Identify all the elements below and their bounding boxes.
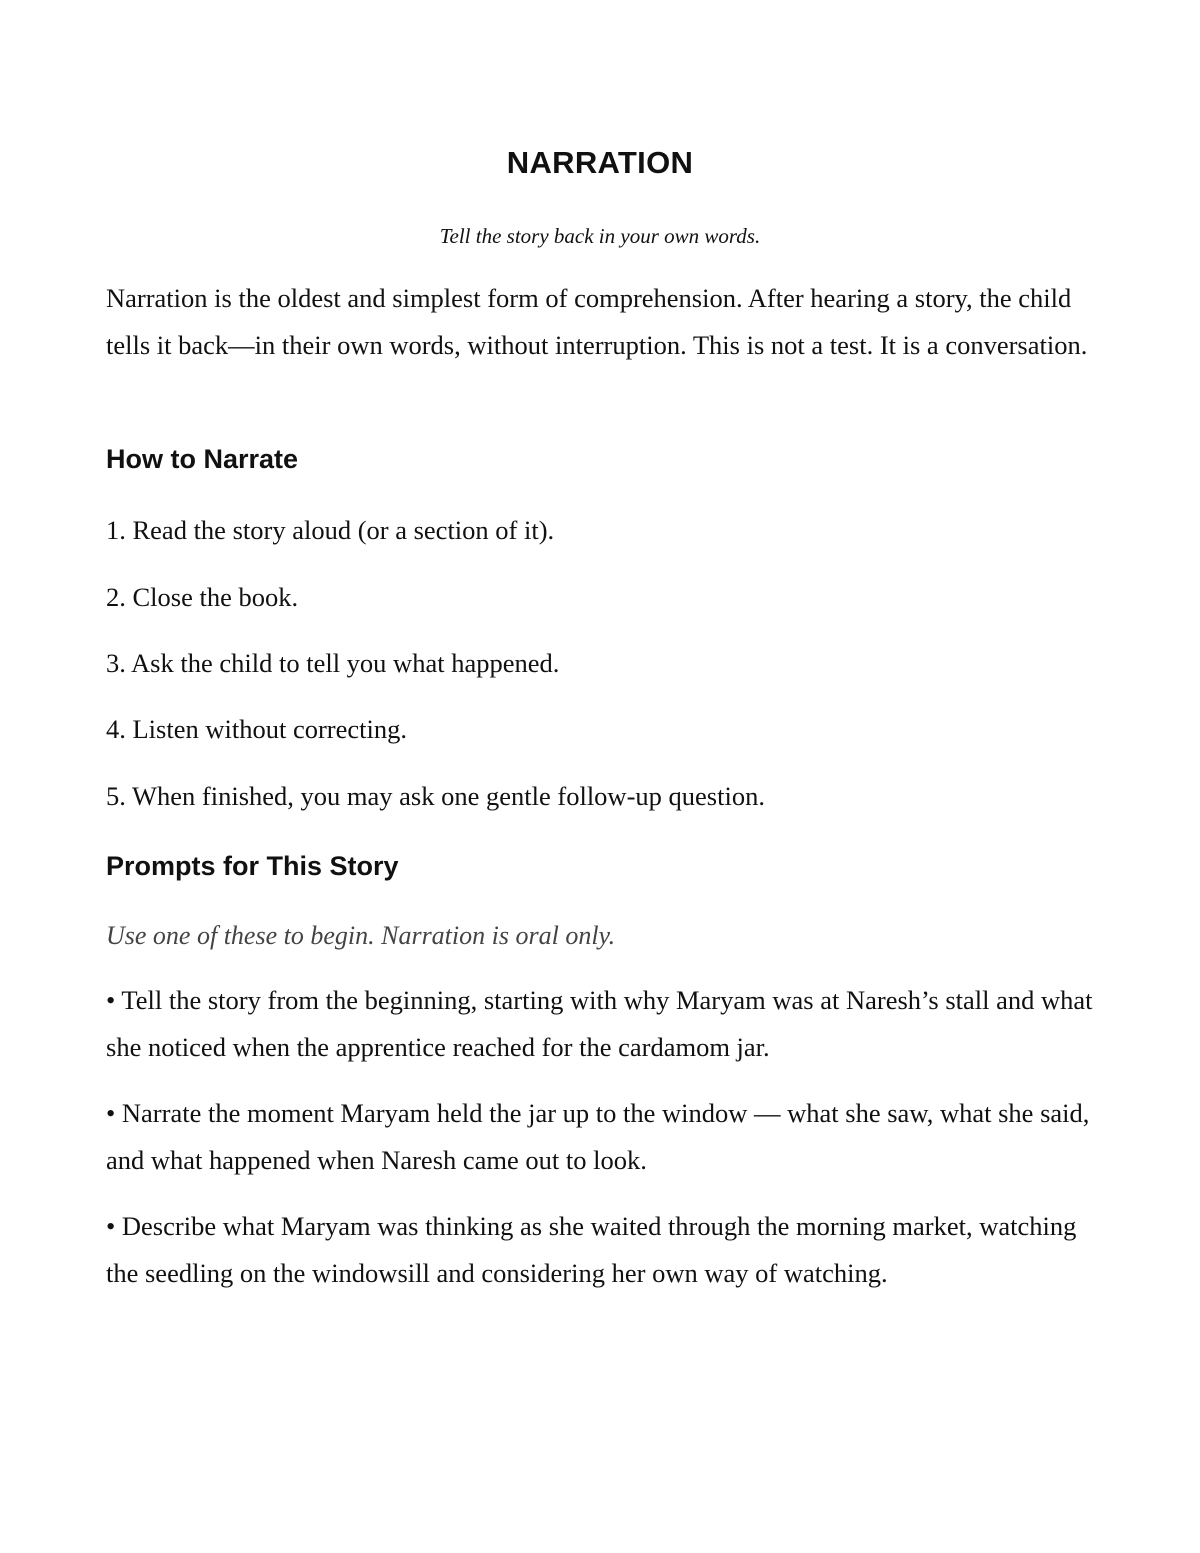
page-subtitle: Tell the story back in your own words. — [439, 224, 761, 248]
page-title: NARRATION — [506, 145, 694, 180]
prompt-item: • Describe what Maryam was thinking as she waited through the morning market, watching the seedling on the windowsill and considering her own way of watching. — [106, 1211, 1077, 1288]
how-to-heading: How to Narrate — [106, 444, 299, 474]
prompts-note: Use one of these to begin. Narration is oral only. — [106, 921, 616, 950]
step-item: 1. Read the story aloud (or a section of it). — [106, 515, 555, 545]
step-item: 3. Ask the child to tell you what happened. — [106, 648, 560, 678]
step-item: 5. When finished, you may ask one gentle follow-up question. — [106, 781, 765, 811]
prompt-item: • Tell the story from the beginning, starting with why Maryam was at Naresh’s stall and what she noticed when the apprentice reached for the cardamom jar. — [106, 985, 1093, 1062]
step-item: 2. Close the book. — [106, 582, 299, 612]
prompts-heading: Prompts for This Story — [106, 851, 399, 881]
prompt-item: • Narrate the moment Maryam held the jar up to the window — what she saw, what she said, and what happened when Naresh came out to look. — [106, 1098, 1090, 1175]
step-item: 4. Listen without correcting. — [106, 714, 407, 744]
intro-paragraph: Narration is the oldest and simplest form of comprehension. After hearing a story, the child tells it back—in their own words, without interruption. This is not a test. It is a conversation. — [106, 283, 1088, 360]
